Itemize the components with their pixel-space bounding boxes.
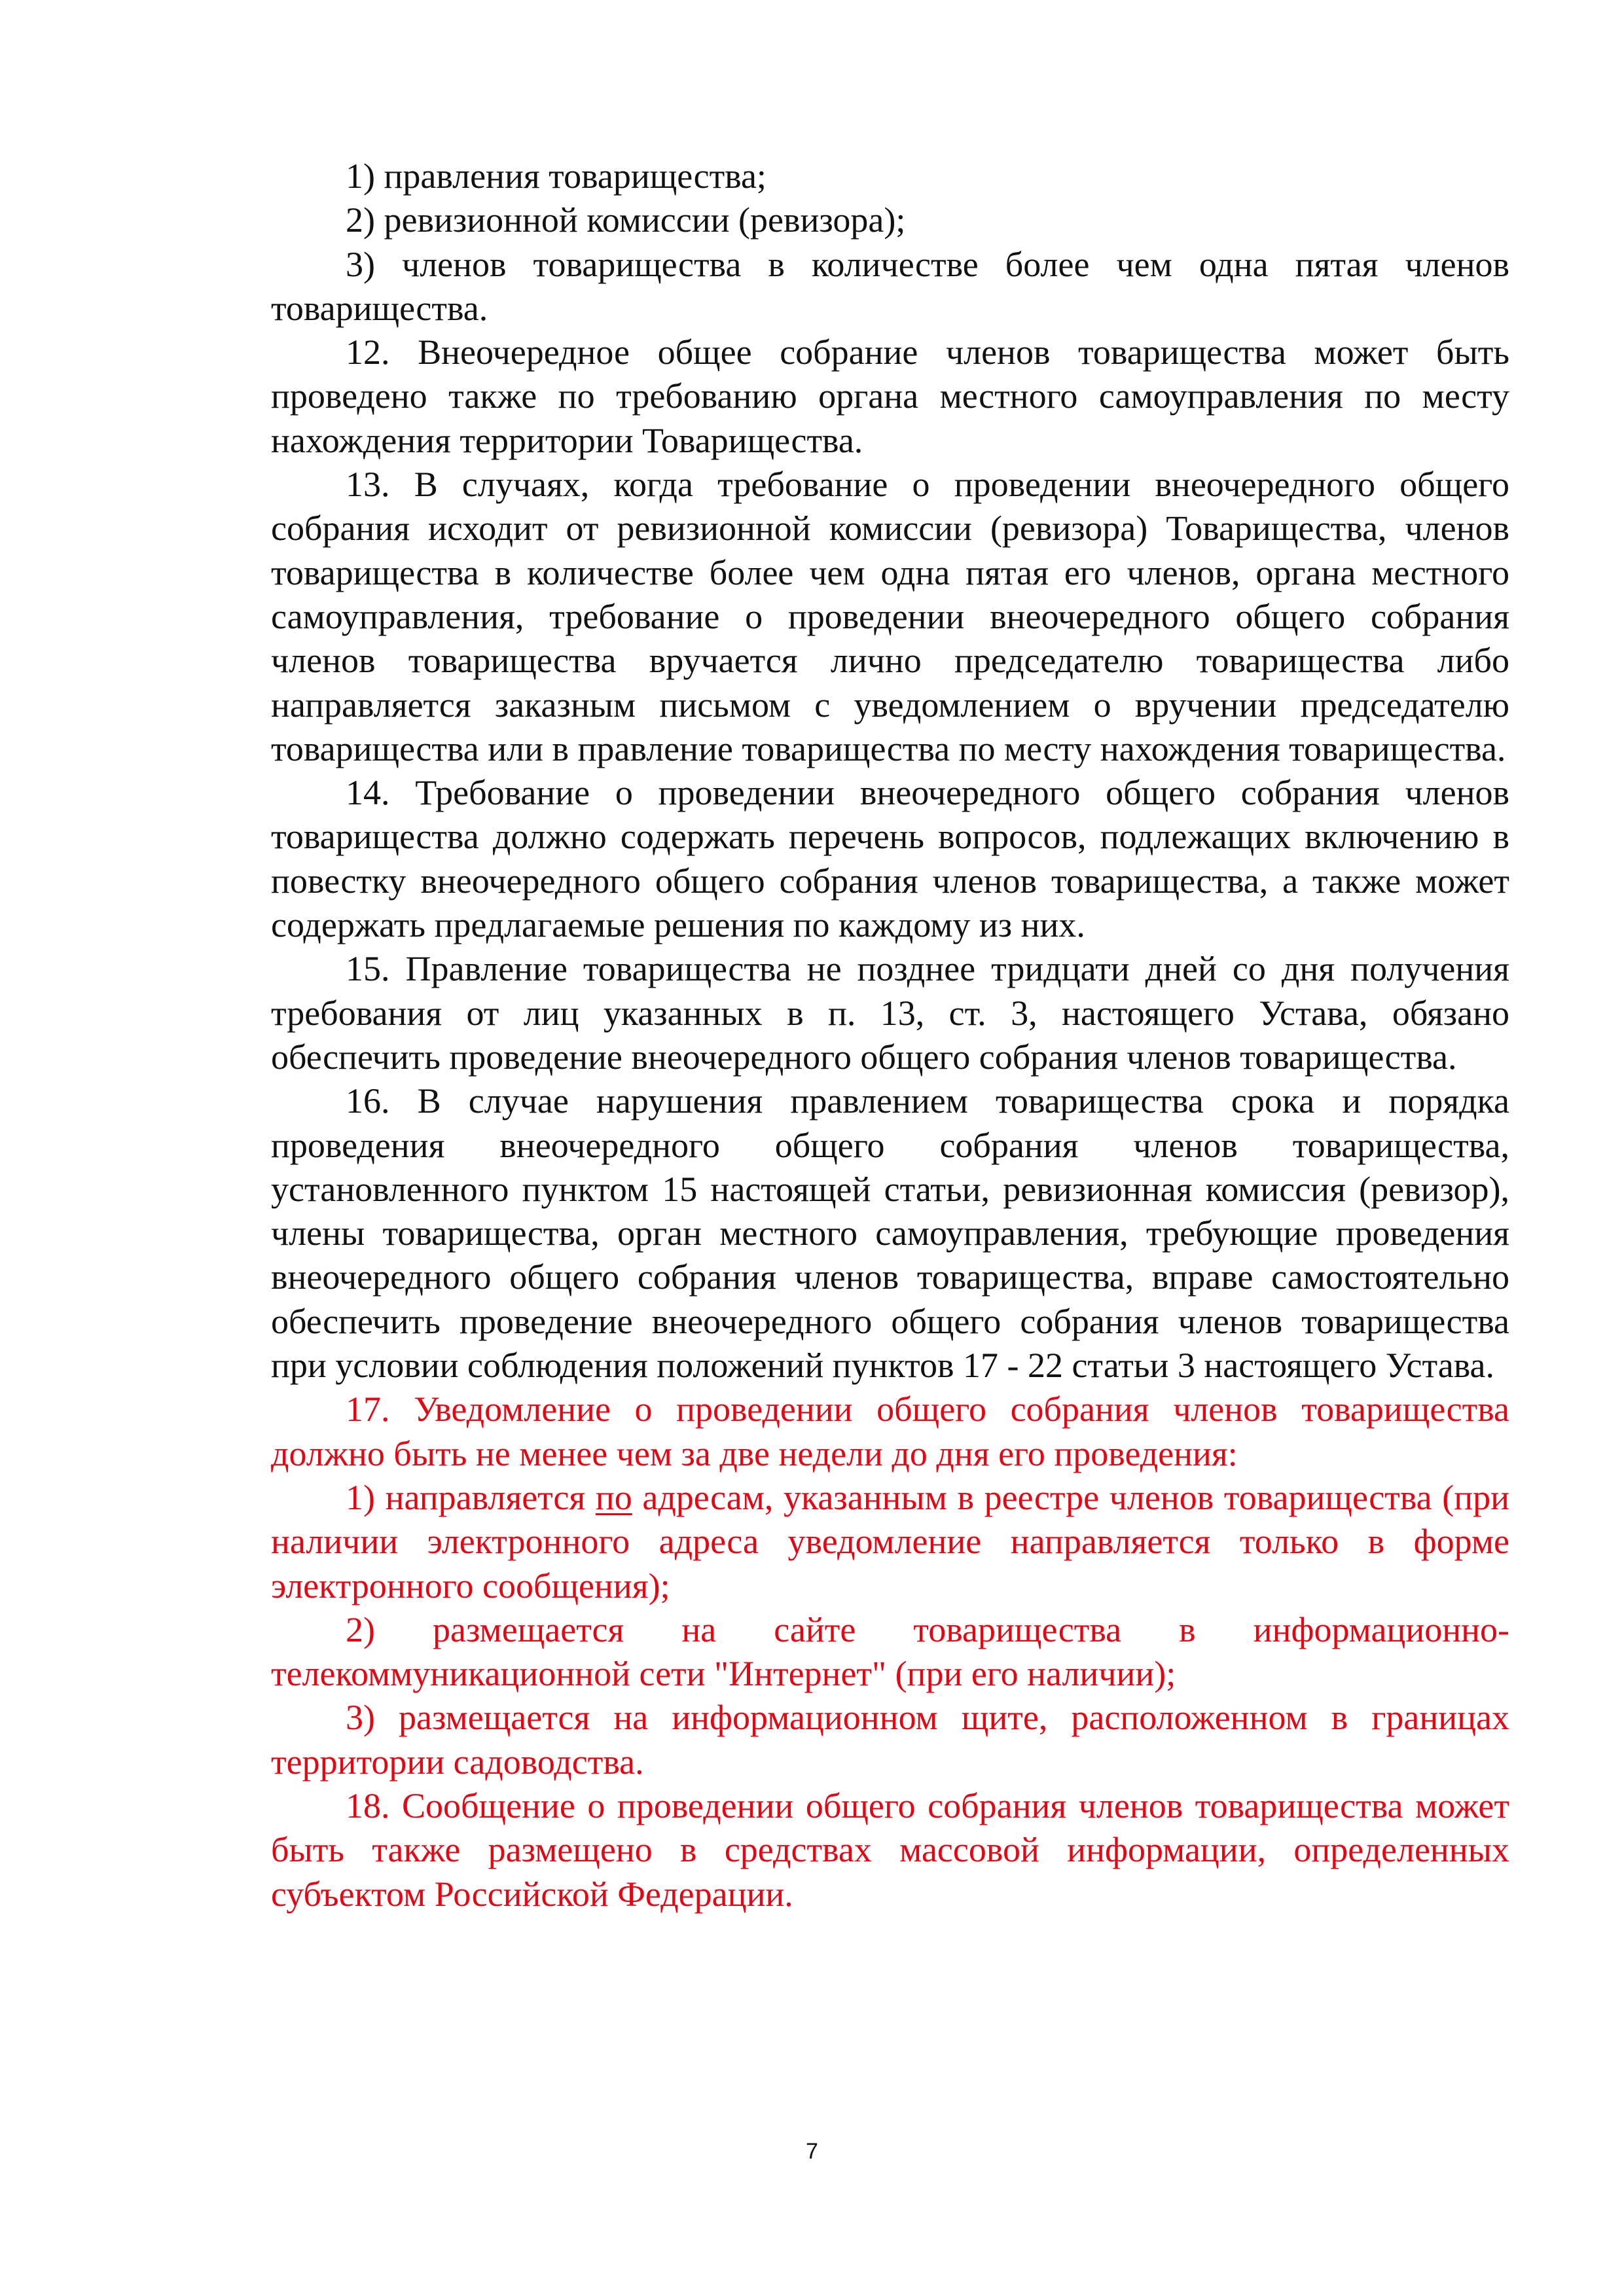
clause-17-item-1-end: адресам, указанным в реестре членов товарищества (при наличии электронного адреса уведомление направляется только в форме электронного сообщения); xyxy=(271,1477,1509,1605)
document-body xyxy=(271,154,1509,1916)
list-item-audit-commission: 2) ревизионной комиссии (ревизора); xyxy=(346,200,906,240)
clause-13: 13. В случаях, когда требование о проведении внеочередного общего собрания исходит от ревизионной комиссии (ревизора) Товарищества, членов товарищества в количестве более чем одна пятая его членов, органа местного самоуправления, требование о проведении внеочередного общего собрания членов товарищества вручается лично председателю товарищества либо направляется заказным письмом с уведомлением о вручении председателю товарищества или в правление товарищества по месту нахождения товарищества. xyxy=(271,465,1509,768)
clause-15: 15. Правление товарищества не позднее тридцати дней со дня получения требования от лиц указанных в п. 13, ст. 3, настоящего Устава, обязано обеспечить проведение внеочередного общего собрания членов товарищества. xyxy=(271,949,1509,1077)
clause-17-item-1-start: 1) направляется xyxy=(346,1477,596,1517)
clause-12: 12. Внеочередное общее собрание членов товарищества может быть проведено также по требованию органа местного самоуправления по месту нахождения территории Товарищества. xyxy=(271,332,1509,460)
underlined-word: по xyxy=(595,1477,632,1517)
clause-17-item-2: 2) размещается на сайте товарищества в информационно-телекоммуникационной сети "Интернет" (при его наличии); xyxy=(271,1609,1509,1694)
page-number: 7 xyxy=(806,2139,818,2164)
list-item-board: 1) правления товарищества; xyxy=(346,156,767,196)
clause-16: 16. В случае нарушения правлением товарищества срока и порядка проведения внеочередного общего собрания членов товарищества, установленного пунктом 15 настоящей статьи, ревизионная комиссия (ревизор), члены товарищества, орган местного самоуправления, требующие проведения внеочередного общего собрания членов товарищества, вправе самостоятельно обеспечить проведение внеочередного общего собрания членов товарищества при условии соблюдения положений пунктов 17 - 22 статьи 3 настоящего Устава. xyxy=(271,1081,1509,1386)
clause-17: 17. Уведомление о проведении общего собрания членов товарищества должно быть не менее чем за две недели до дня его проведения: xyxy=(271,1390,1509,1473)
clause-18: 18. Сообщение о проведении общего собрания членов товарищества может быть также размещено в средствах массовой информации, определенных субъектом Российской Федерации. xyxy=(271,1785,1509,1914)
clause-17-item-3: 3) размещается на информационном щите, расположенном в границах территории садоводства. xyxy=(271,1698,1509,1782)
clause-17-item-1 xyxy=(271,1476,1509,1608)
list-item-members-fifth: 3) членов товарищества в количестве более чем одна пятая членов товарищества. xyxy=(271,244,1509,328)
clause-14: 14. Требование о проведении внеочередного общего собрания членов товарищества должно содержать перечень вопросов, подлежащих включению в повестку внеочередного общего собрания членов товарищества, а также может содержать предлагаемые решения по каждому из них. xyxy=(271,773,1509,945)
